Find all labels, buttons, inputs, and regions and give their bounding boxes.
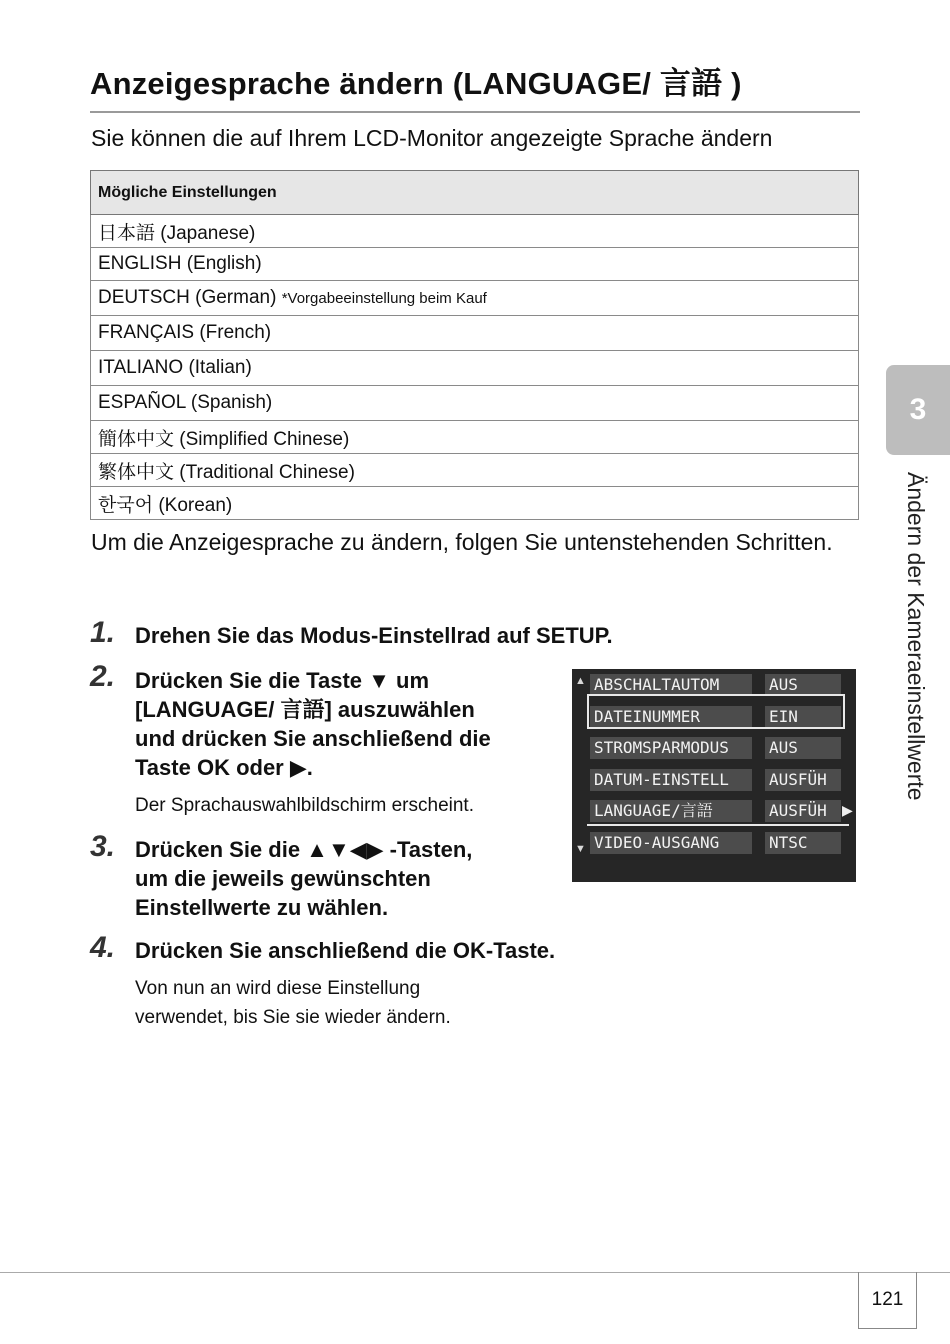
language-option: 簡体中文 (Simplified Chinese): [98, 428, 350, 450]
scroll-down-icon: ▼: [575, 843, 586, 855]
table-row: [91, 487, 859, 520]
step-line: Drehen Sie das Modus-Einstellrad auf SETUP.: [135, 623, 613, 648]
step-note-line: Der Sprachauswahlbildschirm erscheint.: [135, 795, 474, 816]
step-line: Drücken Sie die Taste ▼ um: [135, 668, 430, 693]
footer-divider: [0, 1272, 950, 1273]
step-note-line: verwendet, bis Sie sie wieder ändern.: [135, 1007, 451, 1028]
lcd-menu-value: AUS: [765, 674, 841, 696]
lcd-highlight-frame: [587, 694, 845, 729]
step-line: [LANGUAGE/ 言語] auszuwählen: [135, 697, 475, 722]
lcd-selection-underline: [587, 824, 849, 826]
step-line: und drücken Sie anschließend die: [135, 726, 491, 751]
step-text: [135, 835, 472, 922]
lcd-menu-label: DATUM-EINSTELL: [590, 769, 752, 791]
table-row: [91, 454, 859, 487]
instruction-paragraph: Um die Anzeigesprache zu ändern, folgen Sie untenstehenden Schritten.: [91, 529, 833, 555]
enter-arrow-icon: ▶: [842, 802, 853, 818]
step-number: 1.: [90, 616, 116, 649]
step-note-line: Von nun an wird diese Einstellung: [135, 978, 421, 999]
language-option: ENGLISH (English): [98, 253, 262, 274]
chapter-side-label: Ändern der Kameraeinstellwerte: [903, 472, 929, 801]
language-option: 한국어 (Korean): [98, 494, 233, 516]
lcd-menu-label: VIDEO-AUSGANG: [590, 832, 752, 854]
language-option: FRANÇAIS (French): [98, 322, 272, 343]
step-line: Drücken Sie die ▲▼◀▶ -Tasten,: [135, 837, 473, 862]
step-note: [135, 974, 451, 1032]
lcd-menu-label: ABSCHALTAUTOM: [590, 674, 752, 696]
step-line: Taste OK oder ▶.: [135, 755, 313, 780]
language-option: DEUTSCH (German): [98, 287, 277, 308]
table-row: [91, 351, 859, 386]
table-header-row: [91, 171, 859, 215]
lcd-menu-screenshot: [572, 669, 856, 882]
step-number: 3.: [90, 830, 116, 863]
step-number: 2.: [90, 660, 116, 693]
chapter-tab: 3: [886, 365, 950, 455]
step-text: [135, 936, 555, 965]
lcd-menu-value: AUSFÜH: [765, 769, 841, 791]
scroll-up-icon: ▲: [575, 675, 586, 687]
step-line: Drücken Sie anschließend die OK-Taste.: [135, 938, 556, 963]
default-note: *Vorgabeeinstellung beim Kauf: [281, 290, 487, 307]
lcd-menu-value: NTSC: [765, 832, 841, 854]
step-line: Einstellwerte zu wählen.: [135, 895, 389, 920]
lcd-menu-label: STROMSPARMODUS: [590, 737, 752, 759]
lcd-menu-value: AUSFÜH: [765, 800, 841, 822]
table-row: [91, 421, 859, 454]
step-number: 4.: [90, 931, 116, 964]
intro-text: Sie können die auf Ihrem LCD-Monitor angezeigte Sprache ändern: [91, 125, 773, 151]
table-row: [91, 281, 859, 316]
table-row: [91, 316, 859, 351]
language-option: 繁体中文 (Traditional Chinese): [98, 461, 355, 483]
page-title: Anzeigesprache ändern (LANGUAGE/ 言語 ): [90, 58, 860, 113]
step-text: [135, 621, 613, 650]
lcd-menu-value: AUS: [765, 737, 841, 759]
step-note: [135, 791, 474, 820]
lcd-menu-label: LANGUAGE/言語: [590, 800, 752, 822]
lcd-menu-value: EIN: [765, 706, 841, 728]
language-option: 日本語 (Japanese): [98, 222, 256, 244]
page-number: 121: [858, 1272, 917, 1329]
language-option: ESPAÑOL (Spanish): [98, 392, 273, 413]
language-option: ITALIANO (Italian): [98, 357, 252, 378]
settings-table: [90, 170, 859, 520]
table-header: Mögliche Einstellungen: [91, 171, 859, 215]
table-row: [91, 386, 859, 421]
lcd-menu-label: DATEINUMMER: [590, 706, 752, 728]
table-row: [91, 215, 859, 248]
table-row: [91, 248, 859, 281]
step-text: [135, 666, 491, 782]
step-line: um die jeweils gewünschten: [135, 866, 431, 891]
